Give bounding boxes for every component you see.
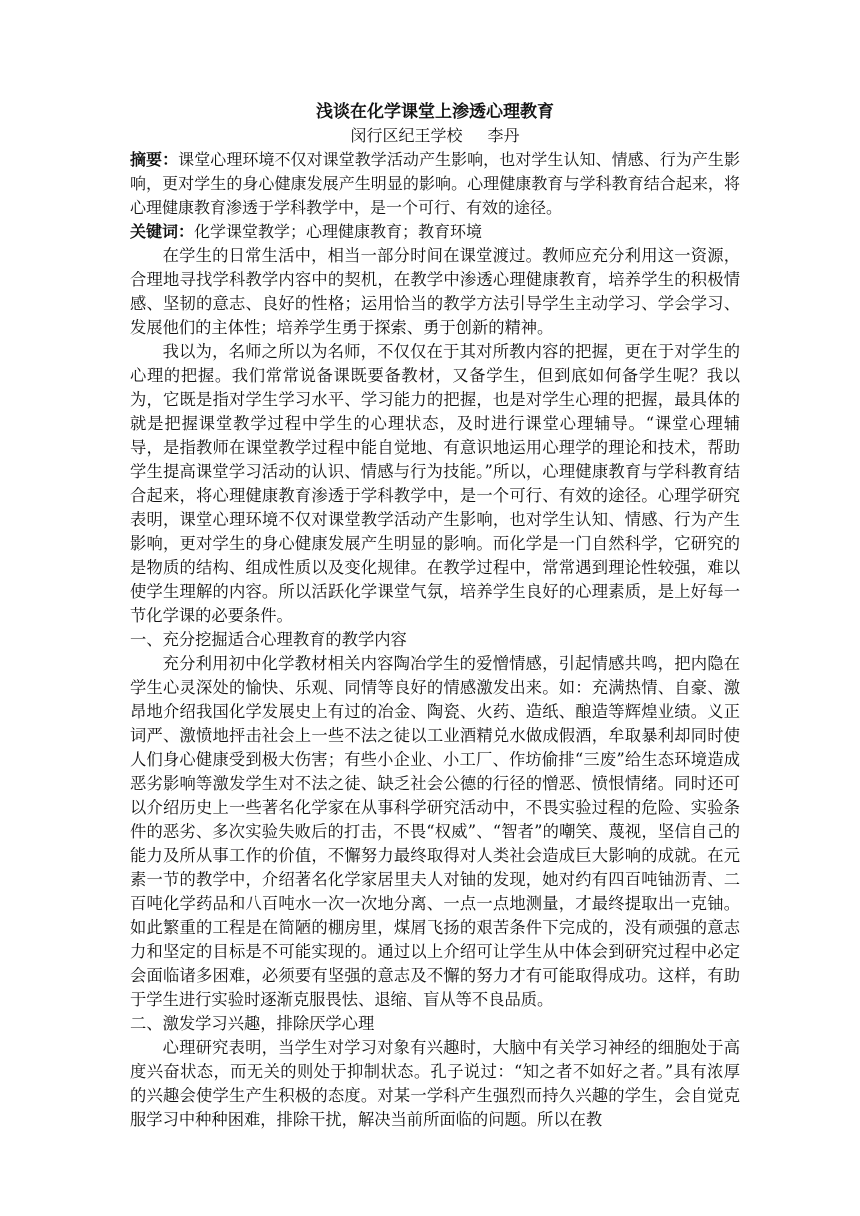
- body-paragraph: 充分利用初中化学教材相关内容陶冶学生的爱憎情感，引起情感共鸣，把内隐在学生心灵深处的愉快、乐观、同情等良好的情感激发出来。如：充满热情、自豪、激昂地介绍我国化学发展史上有过的冶金、陶瓷、火药、造纸、酿造等辉煌业绩。义正词严、激愤地抨击社会上一些不法之徒以工业酒精兑水做成假酒，牟取暴利却同时使人们身心健康受到极大伤害；有些小企业、小工厂、作坊偷排“三废”给生态环境造成恶劣影响等激发学生对不法之徒、缺乏社会公德的行径的憎恶、愤恨情绪。同时还可以介绍历史上一些著名化学家在从事科学研究活动中，不畏实验过程的危险、实验条件的恶劣、多次实验失败后的打击，不畏“权威”、“智者”的嘲笑、蔑视，坚信自己的能力及所从事工作的价值，不懈努力最终取得对人类社会造成巨大影响的成就。在元素一节的教学中，介绍著名化学家居里夫人对铀的发现，她对约有四百吨铀沥青、二百吨化学药品和八百吨水一次一次地分离、一点一点地测量，才最终提取出一克铀。如此繁重的工程是在简陋的棚房里，煤屑飞扬的艰苦条件下完成的，没有顽强的意志力和坚定的目标是不可能实现的。通过以上介绍可让学生从中体会到研究过程中必定会面临诸多困难，必须要有坚强的意志及不懈的努力才有可能取得成功。这样，有助于学生进行实验时逐渐克服畏怯、退缩、盲从等不良品质。: [130, 654, 740, 1009]
- document-title: 浅谈在化学课堂上渗透心理教育: [316, 102, 554, 122]
- author-line: [130, 124, 740, 148]
- keywords-label: 关键词：: [130, 222, 195, 241]
- keywords: [130, 220, 740, 244]
- document-page: [130, 100, 740, 1132]
- section-heading: 二、激发学习兴趣，排除厌学心理: [130, 1014, 375, 1033]
- body-paragraph: 心理研究表明，当学生对学习对象有兴趣时，大脑中有关学习神经的细胞处于高度兴奋状态，而无关的则处于抑制状态。孔子说过：“知之者不如好之者。”具有浓厚的兴趣会使学生产生积极的态度。对某一学科产生强烈而持久兴趣的学生，会自觉克服学习中种种困难，排除干扰，解决当前所面临的问题。所以在教: [130, 1038, 740, 1129]
- abstract-label: 摘要：: [130, 150, 179, 169]
- abstract-text: 课堂心理环境不仅对课堂教学活动产生影响，也对学生认知、情感、行为产生影响，更对学生的身心健康发展产生明显的影响。心理健康教育与学科教育结合起来，将心理健康教育渗透于学科教学中，是一个可行、有效的途径。: [130, 150, 740, 217]
- keywords-text: 化学课堂教学；心理健康教育；教育环境: [194, 222, 483, 241]
- author-school: 闵行区纪王学校: [350, 126, 463, 145]
- section-heading: 一、充分挖掘适合心理教育的教学内容: [130, 630, 407, 649]
- body-paragraph: 在学生的日常生活中，相当一部分时间在课堂渡过。教师应充分利用这一资源，合理地寻找学科教学内容中的契机，在教学中渗透心理健康教育，培养学生的积极情感、坚韧的意志、良好的性格；运用恰当的教学方法引导学生主动学习、学会学习、发展他们的主体性；培养学生勇于探索、勇于创新的精神。: [130, 246, 740, 337]
- author-name: 李丹: [487, 126, 520, 145]
- abstract: [130, 148, 740, 220]
- body-paragraph: 我以为，名师之所以为名师，不仅仅在于其对所教内容的把握，更在于对学生的心理的把握。我们常常说备课既要备教材，又备学生，但到底如何备学生呢？我以为，它既是指对学生学习水平、学习能力的把握，也是对学生心理的把握，最具体的就是把握课堂教学过程中学生的心理状态，及时进行课堂心理辅导。“课堂心理辅导，是指教师在课堂教学过程中能自觉地、有意识地运用心理学的理论和技术，帮助学生提高课堂学习活动的认识、情感与行为技能。”所以，心理健康教育与学科教育结合起来，将心理健康教育渗透于学科教学中，是一个可行、有效的途径。心理学研究表明，课堂心理环境不仅对课堂教学活动产生影响，也对学生认知、情感、行为产生影响，更对学生的身心健康发展产生明显的影响。而化学是一门自然科学，它研究的是物质的结构、组成性质以及变化规律。在教学过程中，常常遇到理论性较强，难以使学生理解的内容。所以活跃化学课堂气氛，培养学生良好的心理素质，是上好每一节化学课的必要条件。: [130, 342, 740, 625]
